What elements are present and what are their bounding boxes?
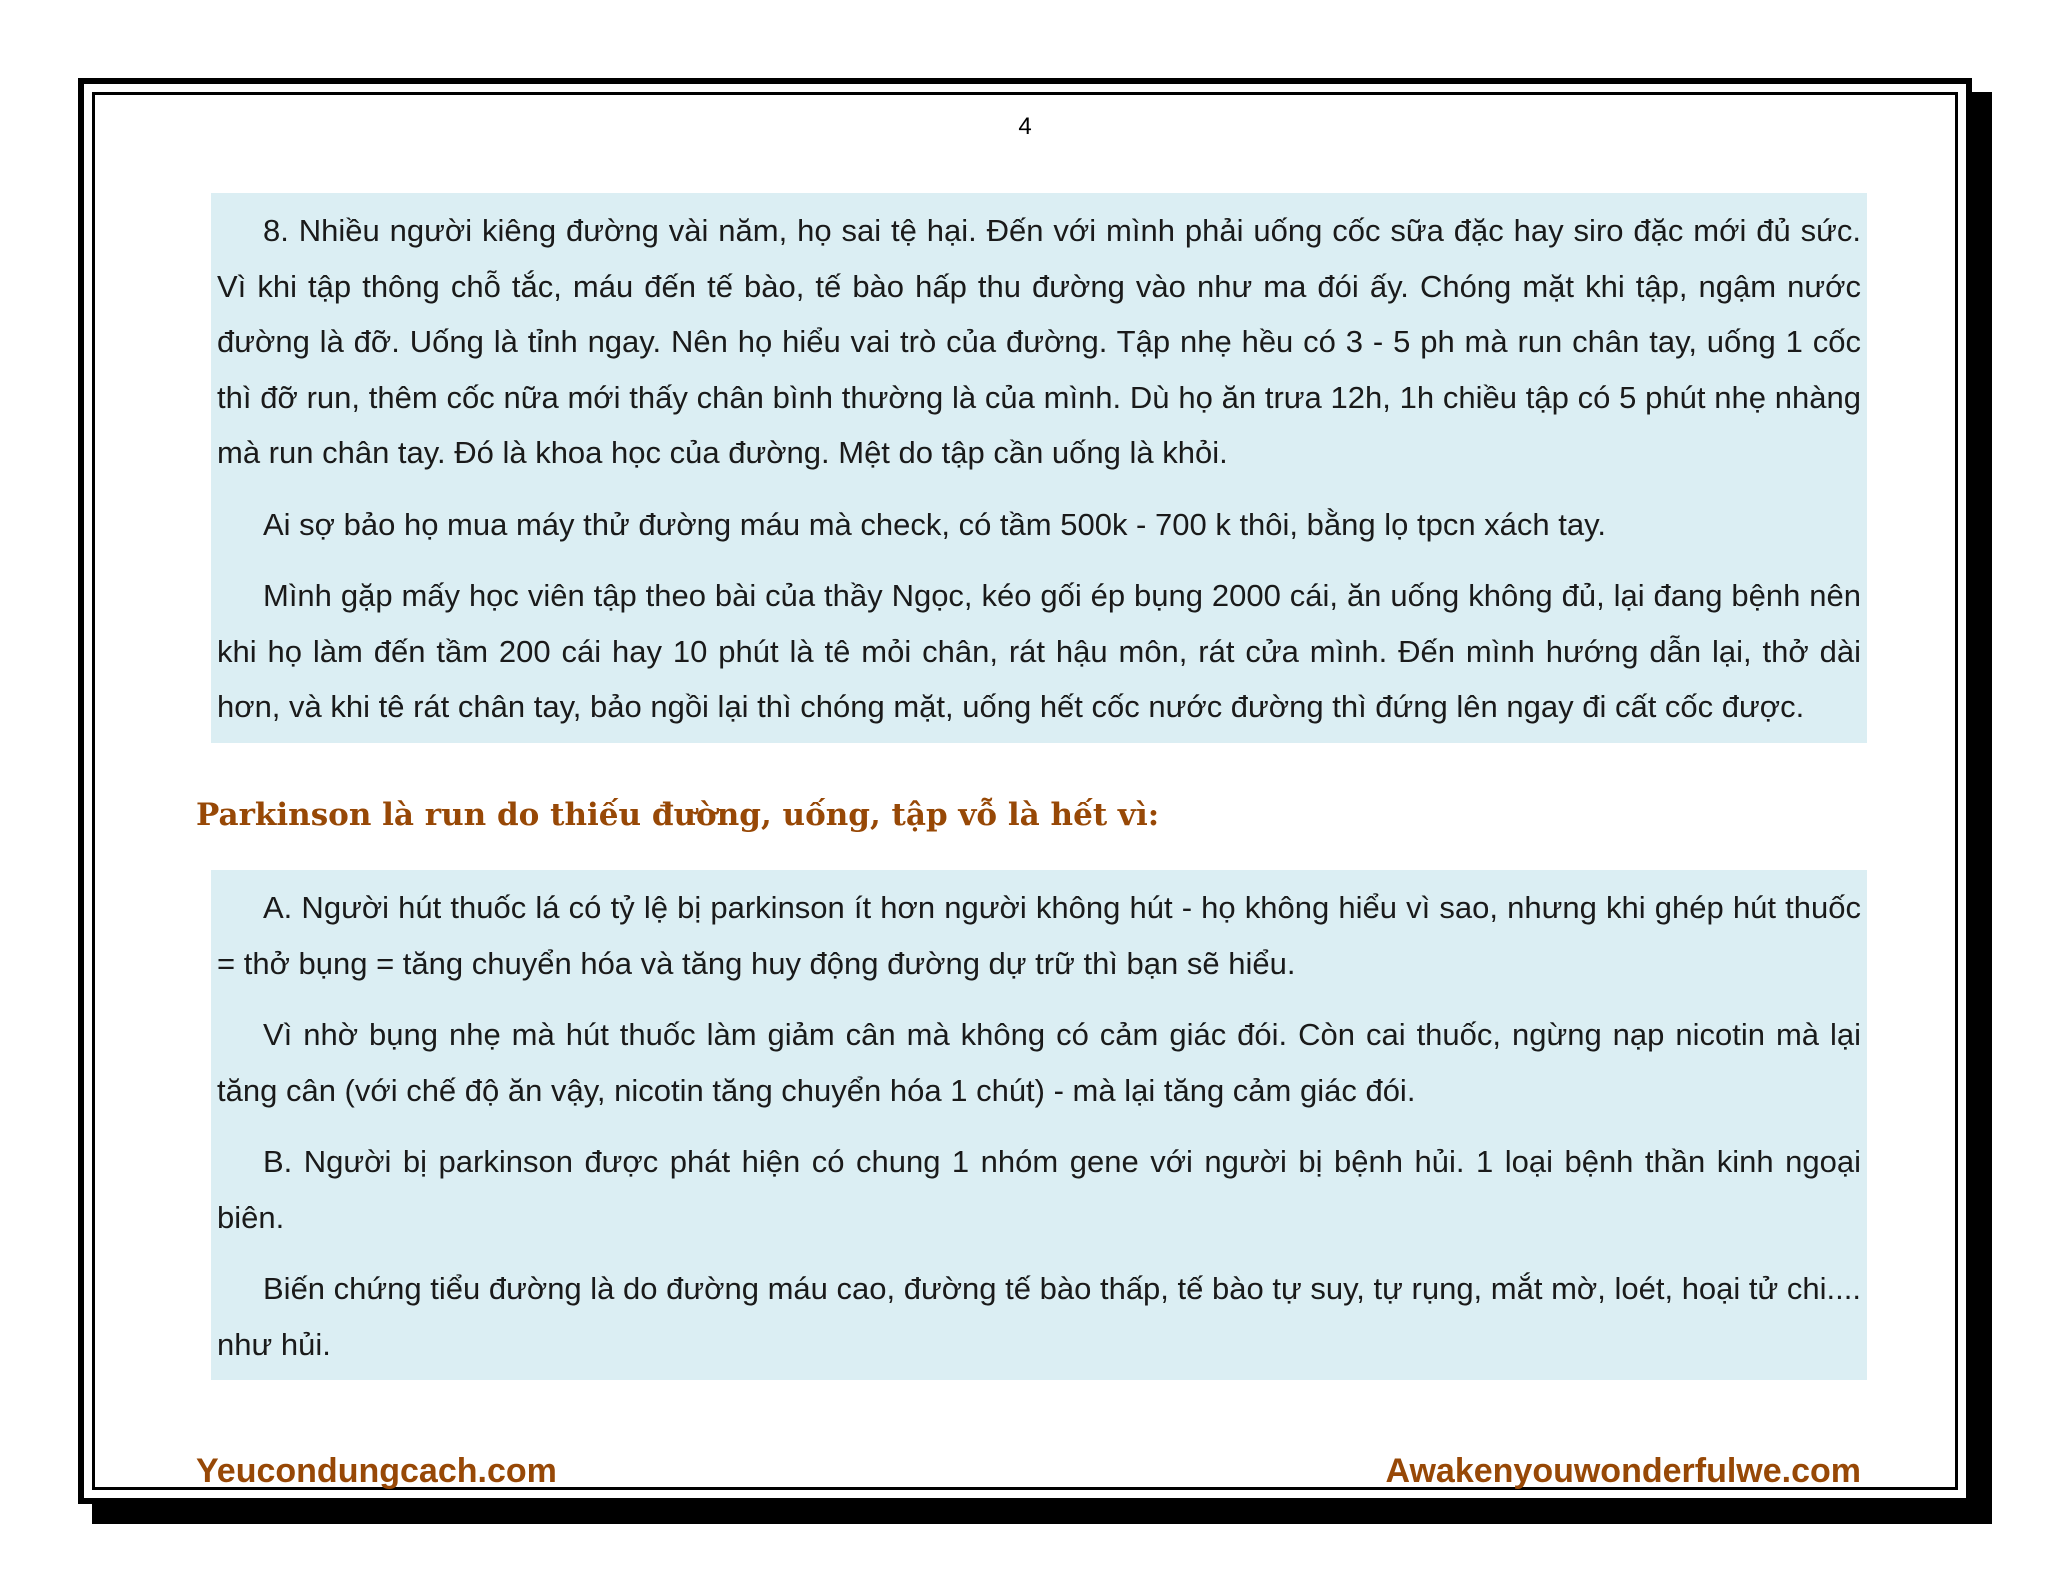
paragraph: B. Người bị parkinson được phát hiện có chung 1 nhóm gene với người bị bệnh hủi. 1 loại bệnh thần kinh ngoại biên. [217,1144,1861,1235]
footer-site-left: Yeucondungcach.com [196,1452,557,1490]
paragraph: 8. Nhiều người kiêng đường vài năm, họ sai tệ hại. Đến với mình phải uống cốc sữa đặc hay siro đặc mới đủ sức. Vì khi tập thông chỗ tắc, máu đến tế bào, tế bào hấp thu đường vào như ma đói ấy. Chóng mặt khi tập, ngậm nước đường là đỡ. Uống là tỉnh ngay. Nên họ hiểu vai trò của đường. Tập nhẹ hều có 3 - 5 ph mà run chân tay, uống 1 cốc thì đỡ run, thêm cốc nữa mới thấy chân bình thường là của mình. Dù họ ăn trưa 12h, 1h chiều tập có 5 phút nhẹ nhàng mà run chân tay. Đó là khoa học của đường. Mệt do tập cần uống là khỏi. [217,213,1861,470]
paragraph: A. Người hút thuốc lá có tỷ lệ bị parkinson ít hơn người không hút - họ không hiểu vì sao, nhưng khi ghép hút thuốc = thở bụng = tăng chuyển hóa và tăng huy động đường dự trữ thì bạn sẽ hiểu. [217,890,1861,981]
page-frame-outer [78,78,1972,1504]
highlighted-block-sugar [211,193,1867,743]
paragraph: Mình gặp mấy học viên tập theo bài của thầy Ngọc, kéo gối ép bụng 2000 cái, ăn uống không đủ, lại đang bệnh nên khi họ làm đến tầm 200 cái hay 10 phút là tê mỏi chân, rát hậu môn, rát cửa mình. Đến mình hướng dẫn lại, thở dài hơn, và khi tê rát chân tay, bảo ngồi lại thì chóng mặt, uống hết cốc nước đường thì đứng lên ngay đi cất cốc được. [217,578,1861,724]
page-number: 4 [1018,113,1032,140]
highlighted-block-parkinson [211,870,1867,1380]
paragraph: Vì nhờ bụng nhẹ mà hút thuốc làm giảm cân mà không có cảm giác đói. Còn cai thuốc, ngừng nạp nicotin mà lại tăng cân (với chế độ ăn vậy, nicotin tăng chuyển hóa 1 chút) - mà lại tăng cảm giác đói. [217,1017,1861,1108]
paragraph: Biến chứng tiểu đường là do đường máu cao, đường tế bào thấp, tế bào tự suy, tự rụng, mắt mờ, loét, hoại tử chi.... như hủi. [217,1271,1861,1362]
section-heading: Parkinson là run do thiếu đường, uống, tập vỗ là hết vì: [196,797,1160,833]
paragraph: Ai sợ bảo họ mua máy thử đường máu mà check, có tầm 500k - 700 k thôi, bằng lọ tpcn xách tay. [263,506,1606,542]
footer-site-right: Awakenyouwonderfulwe.com [1385,1452,1861,1490]
page-frame-inner [92,92,1958,1490]
